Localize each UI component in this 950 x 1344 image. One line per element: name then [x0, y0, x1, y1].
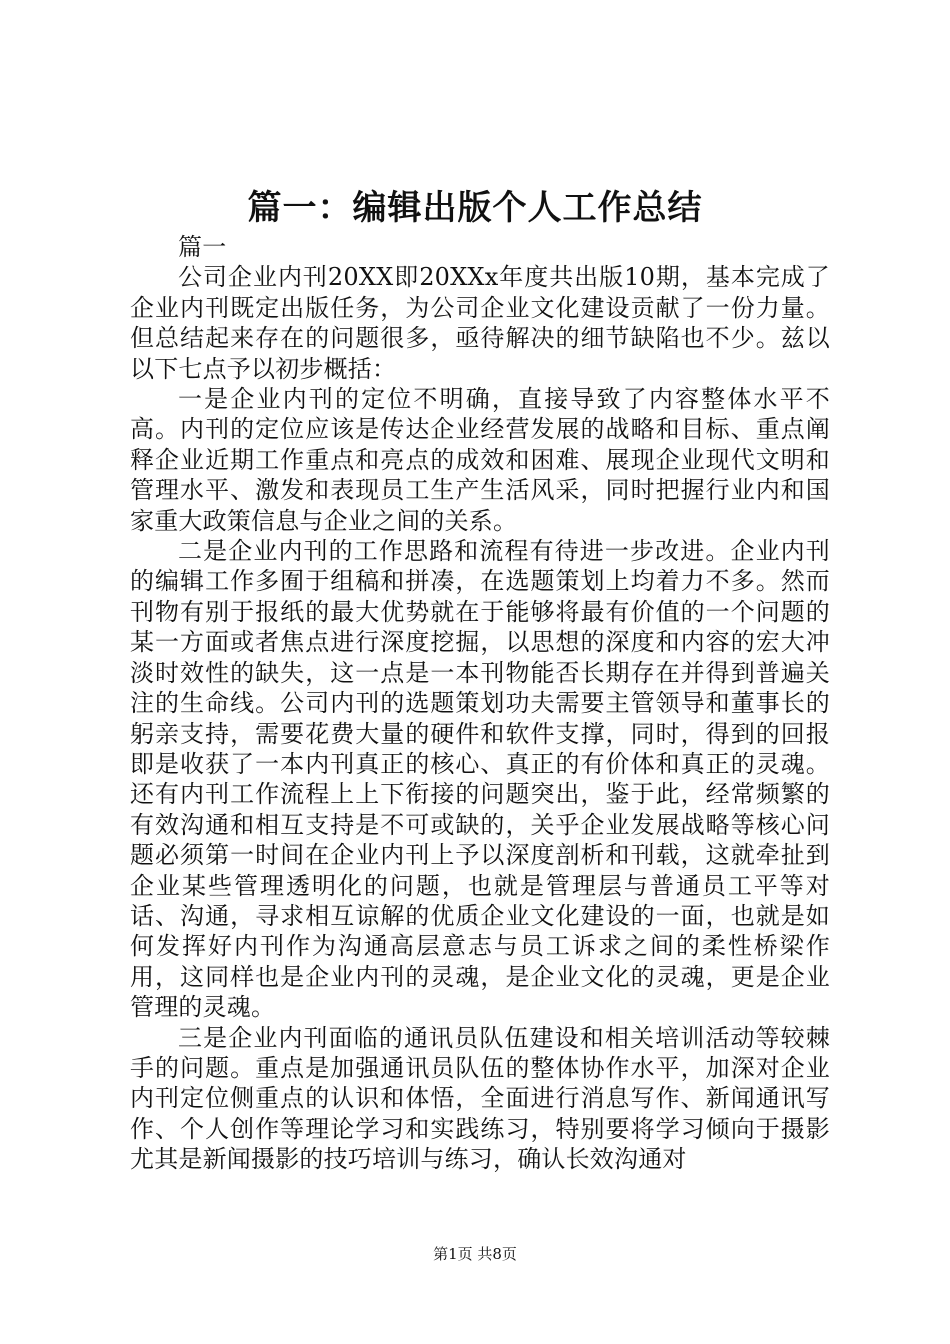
paragraph-section-label: 篇一: [178, 233, 227, 261]
paragraph-point-one: 一是企业内刊的定位不明确，直接导致了内容整体水平不高。内刊的定位应该是传达企业经营发展的战略和目标、重点阐释企业近期工作重点和亮点的成效和困难、展现企业现代文明和管理水平、激发和表现员工生产生活风采，同时把握行业内和国家重大政策信息与企业之间的关系。: [130, 385, 830, 535]
document-body: [130, 232, 830, 1175]
page-footer: 第1页 共8页: [433, 1245, 517, 1263]
paragraph-intro: 公司企业内刊20XX即20XXx年度共出版10期，基本完成了企业内刊既定出版任务，为公司企业文化建设贡献了一份力量。但总结起来存在的问题很多，亟待解决的细节缺陷也不少。兹以以下七点予以初步概括：: [130, 263, 830, 383]
paragraph-point-three: 三是企业内刊面临的通讯员队伍建设和相关培训活动等较棘手的问题。重点是加强通讯员队伍的整体协作水平，加深对企业内刊定位侧重点的认识和体悟，全面进行消息写作、新闻通讯写作、个人创作等理论学习和实践练习，特别要将学习倾向于摄影尤其是新闻摄影的技巧培训与练习，确认长效沟通对: [130, 1023, 830, 1174]
paragraph-point-two: 二是企业内刊的工作思路和流程有待进一步改进。企业内刊的编辑工作多囿于组稿和拼凑，在选题策划上均着力不多。然而刊物有别于报纸的最大优势就在于能够将最有价值的一个问题的某一方面或者焦点进行深度挖掘，以思想的深度和内容的宏大冲淡时效性的缺失，这一点是一本刊物能否长期存在并得到普遍关注的生命线。公司内刊的选题策划功夫需要主管领导和董事长的躬亲支持，需要花费大量的硬件和软件支撑，同时，得到的回报即是收获了一本内刊真正的核心、真正的有价体和真正的灵魂。还有内刊工作流程上上下衔接的问题突出，鉴于此，经常频繁的有效沟通和相互支持是不可或缺的，关乎企业发展战略等核心问题必须第一时间在企业内刊上予以深度剖析和刊载，这就牵扯到企业某些管理透明化的问题，也就是管理层与普通员工平等对话、沟通，寻求相互谅解的优质企业文化建设的一面，也就是如何发挥好内刊作为沟通高层意志与员工诉求之间的柔性桥梁作用，这同样也是企业内刊的灵魂，是企业文化的灵魂，更是企业管理的灵魂。: [130, 537, 830, 1022]
document-title: 篇一：编辑出版个人工作总结: [247, 188, 703, 228]
